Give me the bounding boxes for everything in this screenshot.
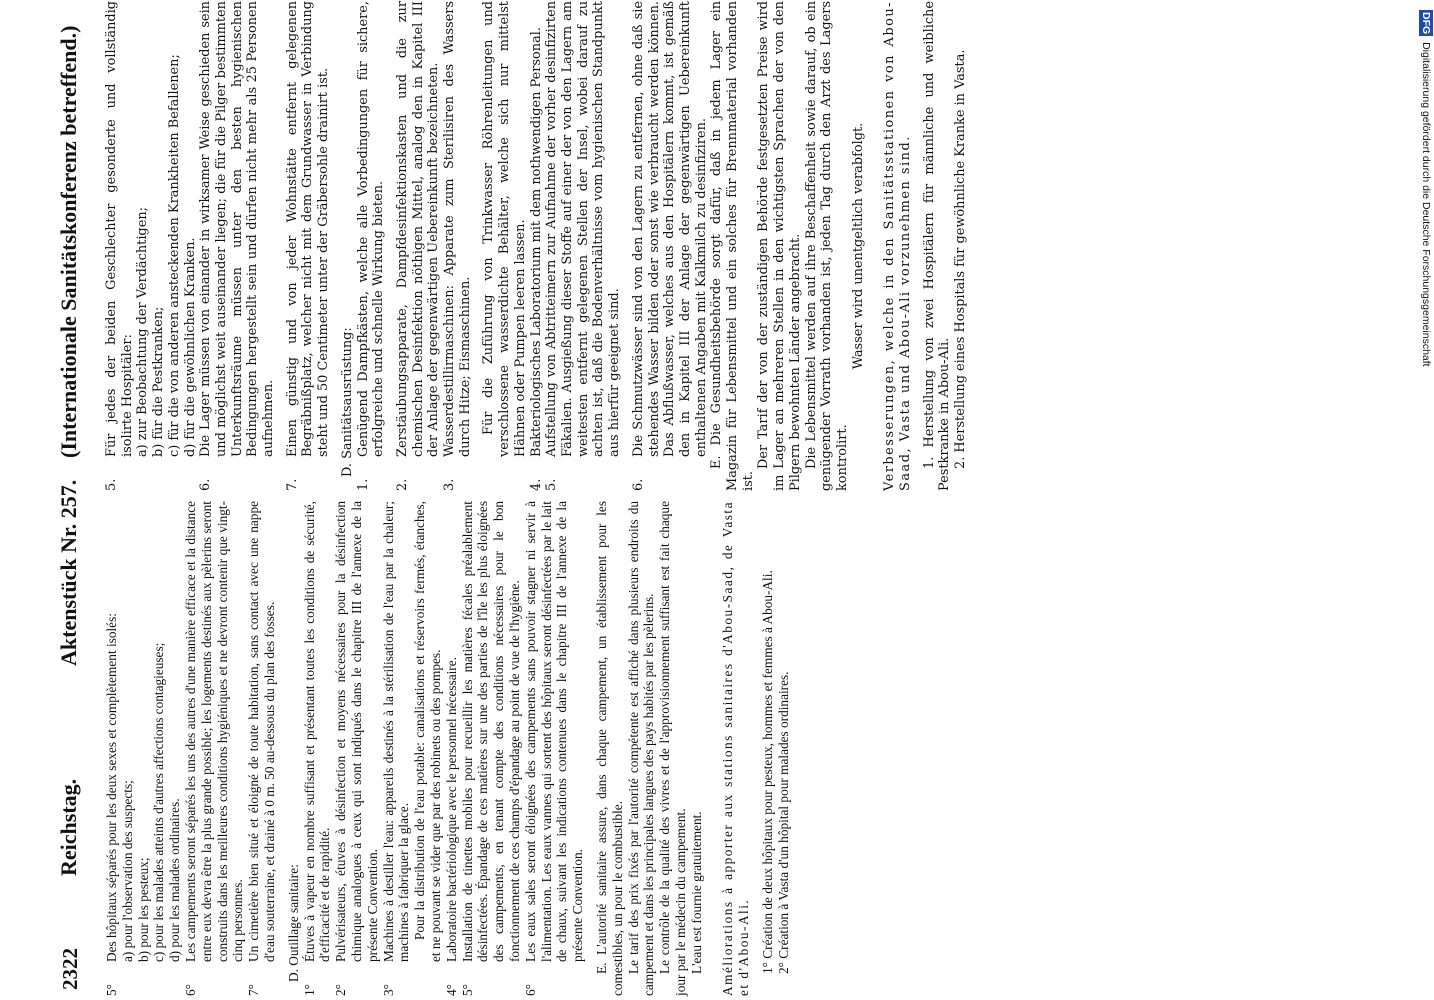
de-tarif-paragraph: Der Tarif der von der zuständigen Behörde festgesetzten Preise wird im Lager an mehreren Stellen in den wichtigsten Sprachen der von den Pilgern bewohnten Länder angebracht. (756, 1, 803, 491)
de-item-6: 6. Die Lager müssen von einander in wirksamer Weise geschieden sein und möglichst weit auseinander liegen; die für die Pilger bestimmten Unterkunftsräume müssen unter den besten hygienischen Bedingungen hergestellt sein und dürfen nicht mehr als 25 Personen aufnehmen. (198, 1, 277, 491)
de-item-d1: 1. Genügend Dampfkästen, welche alle Vorbedingungen für sichere, erfolgreiche und schnelle Wirkung bieten. (355, 1, 387, 491)
fr-item-5a: a) pour l'observation des suspects; (119, 780, 135, 962)
de-item-5d: d) für die gewöhnlichen Kranken. (182, 237, 198, 457)
fr-item-d5: 5° Installation de tinettes mobiles pour recueillir les matières fécales préalablement désinfectées. Épandage de ces matières sur une des parties de l'île les plus éloignées des campements, en tenant compte des conditions nécessaires pour le bon fonctionnement de ces champs d'épandage au point de vue de l'hygiène. (459, 501, 522, 996)
fr-item-5: 5° Des hôpitaux séparés pour les deux sexes et complètement isolés: (104, 613, 119, 996)
de-item-5a: a) zur Beobachtung der Verdächtigen; (135, 207, 151, 457)
fr-section-d-heading: D. Outillage sanitaire: (285, 864, 301, 982)
header-subject: (Internationale Sanitätskonferenz betreffend.) (56, 25, 81, 458)
header-document-number: Aktenstück Nr. 257. (56, 479, 81, 666)
de-item-5c: c) für die von anderen ansteckenden Krankheiten Befallenen; (166, 54, 182, 457)
de-verbesserungen-heading: Verbesserungen, welche in den Sanitätsstationen von Abou-Saad, Vasta und Abou-Ali vorzunehmen sind. (882, 1, 914, 491)
header-left-title: Reichstag. (56, 778, 81, 876)
digitization-credit-text: Digitalisierung gefördert durch die Deutsche Forschungsgemeinschaft (1420, 42, 1432, 367)
fr-item-d2: 2° Pulvérisateurs, étuves à désinfection et moyens nécessaires pour la désinfection chimique analogues à ceux qui sont indiqués dans le chapitre III de l'annexe de la présente Convention. (333, 501, 380, 996)
de-item-5b: b) für die Pestkranken; (151, 306, 167, 457)
rotated-page (50, 1, 1410, 996)
fr-ameliorations-heading: Améliorations à apporter aux stations sanitaires d'Abou-Saad, de Vasta et d'Abou-Ali. (720, 501, 752, 996)
page-header (50, 4, 96, 996)
fr-section-e: E. L'autorité sanitaire assure, dans chaque campement, un établissement pour les comestibles, un pour le combustible. (593, 501, 625, 996)
fr-item-d4: 4° Laboratoire bactériologique avec le personnel nécessaire. (443, 657, 459, 996)
fr-item-d3: 3° Machines à destiller l'eau: appareils destinés à la stérilisation de l'eau par la chaleur; machines à fabriquer la glace. (380, 501, 412, 996)
de-item-d3: 3. Wasserdestillirmaschinen: Apparate zum Sterilisiren des Wassers durch Hitze; Eismaschinen. (442, 1, 473, 491)
de-eau-paragraph: Wasser wird unentgeltlich verabfolgt. (850, 122, 866, 370)
fr-item-5c: c) pour les malades atteints d'autres affections contagieuses; (151, 642, 167, 962)
fr-creation-1: 1° Création de deux hôpitaux pour pesteux, hommes et femmes à Abou-Ali. (760, 570, 776, 974)
de-item-7: 7. Einen günstig und von jeder Wohnstätte entfernt gelegenen Begräbnißplatz, welcher nicht mit dem Grundwasser in Verbindung steht und 50 Centimeter unter der Gräbersohle drainirt ist. (284, 1, 332, 491)
digitization-credit (1420, 10, 1432, 367)
fr-item-d1: 1° Étuves à vapeur en nombre suffisant et présentant toutes les conditions de sécurité, d'efficacité et de rapidité. (301, 501, 333, 996)
de-section-d-heading: D. Sanitätsausrüstung: (339, 327, 355, 477)
page-number: 2322 (58, 948, 82, 990)
de-section-e: E. Die Gesundheitsbehörde sorgt dafür, daß in jedem Lager ein Magazin für Lebensmittel und ein solches für Brennmaterial vorhanden ist. (709, 1, 756, 491)
fr-item-6: 6° Les campements seront séparés les uns des autres d'une manière efficace et la distance entre eux devra être la plus grande possible; les logements destinés aux pèlerins seront construits dans les meilleures conditions hygiéniques et ne devront contenir que vingt-cinq personnes. (182, 501, 246, 996)
fr-item-5b: b) pour les pesteux; (135, 857, 151, 962)
de-item-5: 5. Für jedes der beiden Geschlechter gesonderte und vollständig isolirte Hospitäler: (104, 1, 135, 491)
german-column (104, 1, 969, 491)
fr-item-7: 7° Un cimetière bien situé et éloigné de toute habitation, sans contact avec une nappe d'eau souterraine, et drainé à 0 m. 50 au-dessous du plan des fosses. (246, 501, 277, 996)
de-item-d2: 2. Zerstäubungsapparate, Dampfdesinfektionskasten und die zur chemischen Desinfektion nöthigen Mittel, analog den in Kapitel III der Anlage der gegenwärtigen Uebereinkunft bezeichneten. (394, 1, 442, 491)
fr-tarif-paragraph: Le tarif des prix fixés par l'autorité compétente est affiché dans plusieurs endroits du campement et dans les principales langues des pays habités par les pèlerins. (625, 501, 657, 996)
de-item-d6: 6. Die Schmutzwässer sind von den Lagern zu entfernen, ohne daß sie stehendes Wasser bilden oder sonst wie verbraucht werden können. Das Abflußwasser, welches aus den Hospitälern kommt, ist gemäß den in Kapitel III der Anlage der gegenwärtigen Uebereinkunft enthaltenen Angaben mit Kalkmilch zu desinfiziren. (630, 1, 709, 491)
de-herstellung-2: 2. Herstellung eines Hospitals für gewöhnliche Kranke in Vasta. (953, 49, 969, 469)
de-controle-paragraph: Die Lebensmittel werden auf ihre Beschaffenheit sowie darauf, ob ein genügender Vorrath vorhanden ist, jeden Tag durch den Arzt des Lagers kontrolirt. (803, 1, 850, 491)
de-item-d4: 4. Bakteriologisches Laboratorium mit dem nothwendigen Personal. (528, 27, 544, 491)
fr-item-d3-continued: Pour la distribution de l'eau potable: canalisations et réservoirs fermés, étanches, et ne pouvant se vider que par des robinets ou des pompes. (412, 501, 443, 962)
de-item-d3-continued: Für die Zuführung von Trinkwasser Röhrenleitungen und verschlossene wasserdichte Behälter, welche sich nur mittelst Hähnen oder Pumpen leeren lassen. (481, 1, 528, 457)
fr-creation-2: 2° Création à Vasta d'un hôpital pour malades ordinaires. (775, 671, 791, 974)
fr-item-5d: d) pour les malades ordinaires. (167, 798, 183, 962)
fr-controle-paragraph: Le contrôle de la qualité des vivres et de l'approvisionnement suffisant est fait chaque jour par le médecin du campement. (657, 501, 688, 996)
fr-eau-paragraph: L'eau est fournie gratuitement. (688, 811, 704, 974)
de-herstellung-1: 1. Herstellung von zwei Hospitälern für männliche und weibliche Pestkranke in Abou-Ali. (921, 1, 953, 491)
fr-item-d6: 6° Les eaux sales seront éloignées des campements sans pouvoir stagner ni servir à l'alimentation. Les eaux vannes qui sortent des hôpitaux seront désinfectées par le lait de chaux, suivant les indications contenues dans le chapitre III de l'annexe de la présente Convention. (522, 501, 586, 996)
de-item-d5: 5. Aufstellung von Abtritteimern zur Aufnahme der vorher desinfizirten Fäkalien. Ausgießung dieser Stoffe auf einer der von den Lagern am weitesten entfernt gelegenen Stellen der Insel, wobei darauf zu achten ist, daß die Bodenverhältnisse vom hygienischen Standpunkt aus hierfür geeignet sind. (544, 1, 623, 491)
french-column (104, 501, 792, 996)
dfg-logo: DFG (1420, 12, 1432, 35)
